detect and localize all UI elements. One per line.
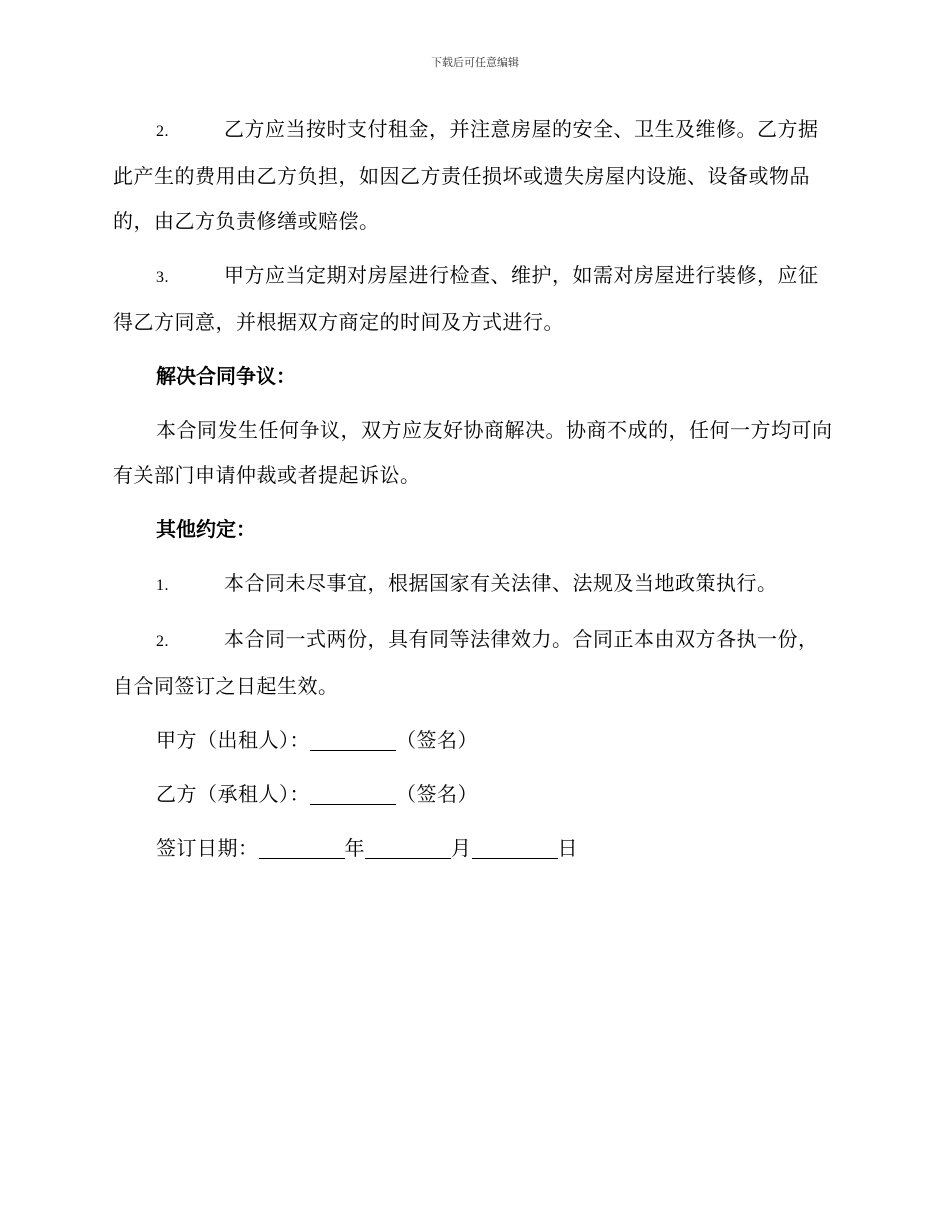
item-number: 1. — [156, 577, 169, 594]
clause-number: 2. — [156, 123, 169, 140]
contract-body — [113, 107, 835, 880]
party-b-label: 乙方（承租人）： — [156, 782, 310, 806]
party-a-signature-blank[interactable] — [310, 722, 396, 751]
day-blank[interactable] — [472, 830, 558, 859]
party-b-signature-line — [113, 772, 835, 817]
dispute-text: 本合同发生任何争议，双方应友好协商解决。协商不成的，任何一方均可向有关部门申请仲裁或者提起诉讼。 — [113, 418, 833, 487]
party-a-signature-line — [113, 718, 835, 763]
signing-date-line — [113, 826, 835, 871]
item-number: 2. — [156, 633, 169, 650]
month-blank[interactable] — [365, 830, 451, 859]
item-text: 本合同未尽事宜，根据国家有关法律、法规及当地政策执行。 — [224, 571, 778, 595]
other-item-1 — [113, 561, 835, 608]
party-b-signature-blank[interactable] — [310, 776, 396, 805]
clause-text: 甲方应当定期对房屋进行检查、维护，如需对房屋进行装修，应征得乙方同意，并根据双方商定的时间及方式进行。 — [113, 263, 819, 334]
clause-2 — [113, 107, 835, 244]
other-terms-heading: 其他约定： — [156, 517, 256, 541]
item-text: 本合同一式两份，具有同等法律效力。合同正本由双方各执一份，自合同签订之日起生效。 — [113, 627, 819, 698]
party-a-label: 甲方（出租人）： — [156, 728, 310, 752]
party-a-sign-suffix: （签名） — [396, 728, 478, 752]
party-b-sign-suffix: （签名） — [396, 782, 478, 806]
clause-number: 3. — [156, 269, 169, 286]
clause-3 — [113, 253, 835, 345]
page-header-note: 下载后可任意编辑 — [431, 56, 519, 69]
dispute-heading: 解决合同争议： — [156, 364, 296, 388]
date-label: 签订日期： — [156, 836, 259, 860]
clause-text: 乙方应当按时支付租金，并注意房屋的安全、卫生及维修。乙方据此产生的费用由乙方负担，如因乙方责任损坏或遗失房屋内设施、设备或物品的，由乙方负责修缮或赔偿。 — [113, 117, 819, 233]
year-label: 年 — [344, 836, 365, 860]
month-label: 月 — [451, 836, 472, 860]
year-blank[interactable] — [259, 830, 345, 859]
other-item-2 — [113, 617, 835, 709]
day-label: 日 — [557, 836, 578, 860]
